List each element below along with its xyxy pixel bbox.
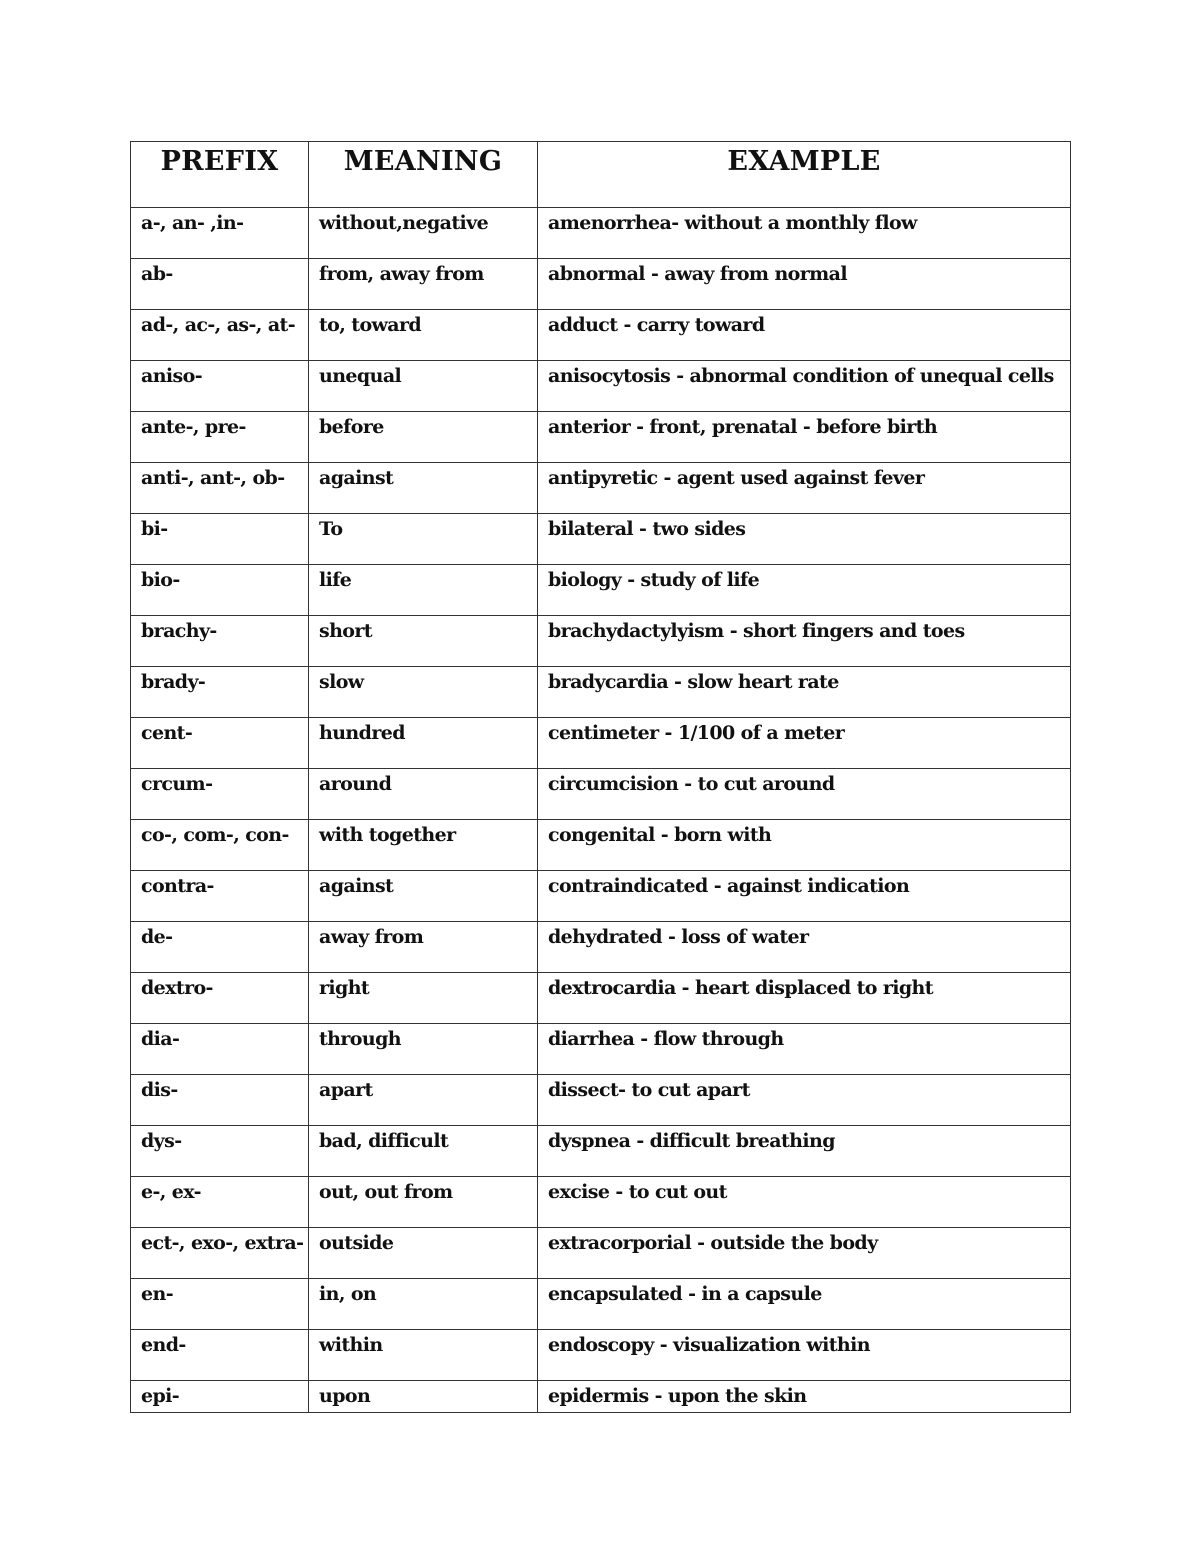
example-cell: encapsulated - in a capsule — [538, 1279, 1071, 1330]
meaning-cell: without,negative — [309, 208, 538, 259]
example-cell: antipyretic - agent used against fever — [538, 463, 1071, 514]
prefix-cell: crcum- — [131, 769, 309, 820]
meaning-cell: to, toward — [309, 310, 538, 361]
meaning-cell: out, out from — [309, 1177, 538, 1228]
table-row — [131, 1126, 1071, 1177]
prefix-cell: brady- — [131, 667, 309, 718]
meaning-cell: before — [309, 412, 538, 463]
example-cell: amenorrhea- without a monthly flow — [538, 208, 1071, 259]
meaning-cell: from, away from — [309, 259, 538, 310]
meaning-cell: To — [309, 514, 538, 565]
header-meaning: MEANING — [309, 142, 538, 208]
meaning-cell: away from — [309, 922, 538, 973]
table-body — [131, 208, 1071, 1413]
table-row — [131, 1024, 1071, 1075]
prefix-cell: en- — [131, 1279, 309, 1330]
table-row — [131, 1075, 1071, 1126]
prefix-cell: ad-, ac-, as-, at- — [131, 310, 309, 361]
prefix-cell: aniso- — [131, 361, 309, 412]
header-prefix: PREFIX — [131, 142, 309, 208]
example-cell: bradycardia - slow heart rate — [538, 667, 1071, 718]
meaning-cell: slow — [309, 667, 538, 718]
example-cell: endoscopy - visualization within — [538, 1330, 1071, 1381]
prefix-cell: brachy- — [131, 616, 309, 667]
prefix-cell: de- — [131, 922, 309, 973]
example-cell: bilateral - two sides — [538, 514, 1071, 565]
prefix-cell: anti-, ant-, ob- — [131, 463, 309, 514]
table-row — [131, 718, 1071, 769]
example-cell: abnormal - away from normal — [538, 259, 1071, 310]
meaning-cell: against — [309, 463, 538, 514]
meaning-cell: within — [309, 1330, 538, 1381]
table-row — [131, 514, 1071, 565]
header-example: EXAMPLE — [538, 142, 1071, 208]
table-row — [131, 310, 1071, 361]
table-row — [131, 463, 1071, 514]
meaning-cell: life — [309, 565, 538, 616]
meaning-cell: through — [309, 1024, 538, 1075]
example-cell: diarrhea - flow through — [538, 1024, 1071, 1075]
prefix-cell: ect-, exo-, extra- — [131, 1228, 309, 1279]
meaning-cell: with together — [309, 820, 538, 871]
meaning-cell: bad, difficult — [309, 1126, 538, 1177]
prefix-cell: epi- — [131, 1381, 309, 1413]
table-row — [131, 1330, 1071, 1381]
table-row — [131, 616, 1071, 667]
example-cell: adduct - carry toward — [538, 310, 1071, 361]
prefix-cell: ante-, pre- — [131, 412, 309, 463]
meaning-cell: unequal — [309, 361, 538, 412]
table-row — [131, 208, 1071, 259]
example-cell: dissect- to cut apart — [538, 1075, 1071, 1126]
meaning-cell: right — [309, 973, 538, 1024]
meaning-cell: short — [309, 616, 538, 667]
prefix-cell: ab- — [131, 259, 309, 310]
prefix-cell: bio- — [131, 565, 309, 616]
example-cell: congenital - born with — [538, 820, 1071, 871]
example-cell: extracorporial - outside the body — [538, 1228, 1071, 1279]
meaning-cell: around — [309, 769, 538, 820]
table-row — [131, 1228, 1071, 1279]
table-row — [131, 1279, 1071, 1330]
prefix-cell: a-, an- ,in- — [131, 208, 309, 259]
example-cell: brachydactylyism - short fingers and toes — [538, 616, 1071, 667]
table-row — [131, 1177, 1071, 1228]
example-cell: anisocytosis - abnormal condition of unequal cells — [538, 361, 1071, 412]
table-row — [131, 667, 1071, 718]
table-row — [131, 361, 1071, 412]
prefix-cell: dextro- — [131, 973, 309, 1024]
prefix-table — [130, 141, 1071, 1413]
example-cell: biology - study of life — [538, 565, 1071, 616]
prefix-cell: end- — [131, 1330, 309, 1381]
table-row — [131, 259, 1071, 310]
table-row — [131, 973, 1071, 1024]
table-row — [131, 1381, 1071, 1413]
meaning-cell: outside — [309, 1228, 538, 1279]
example-cell: dyspnea - difficult breathing — [538, 1126, 1071, 1177]
prefix-cell: bi- — [131, 514, 309, 565]
prefix-cell: e-, ex- — [131, 1177, 309, 1228]
table-header — [131, 142, 1071, 208]
table-row — [131, 412, 1071, 463]
table-row — [131, 922, 1071, 973]
meaning-cell: apart — [309, 1075, 538, 1126]
example-cell: centimeter - 1/100 of a meter — [538, 718, 1071, 769]
example-cell: epidermis - upon the skin — [538, 1381, 1071, 1413]
example-cell: contraindicated - against indication — [538, 871, 1071, 922]
prefix-cell: cent- — [131, 718, 309, 769]
meaning-cell: in, on — [309, 1279, 538, 1330]
prefix-cell: dis- — [131, 1075, 309, 1126]
meaning-cell: upon — [309, 1381, 538, 1413]
prefix-cell: co-, com-, con- — [131, 820, 309, 871]
prefix-cell: contra- — [131, 871, 309, 922]
meaning-cell: hundred — [309, 718, 538, 769]
prefix-cell: dia- — [131, 1024, 309, 1075]
meaning-cell: against — [309, 871, 538, 922]
table-row — [131, 820, 1071, 871]
table-row — [131, 565, 1071, 616]
table-row — [131, 871, 1071, 922]
prefix-cell: dys- — [131, 1126, 309, 1177]
example-cell: dehydrated - loss of water — [538, 922, 1071, 973]
header-row — [131, 142, 1071, 208]
example-cell: excise - to cut out — [538, 1177, 1071, 1228]
example-cell: anterior - front, prenatal - before birth — [538, 412, 1071, 463]
table-row — [131, 769, 1071, 820]
example-cell: dextrocardia - heart displaced to right — [538, 973, 1071, 1024]
example-cell: circumcision - to cut around — [538, 769, 1071, 820]
